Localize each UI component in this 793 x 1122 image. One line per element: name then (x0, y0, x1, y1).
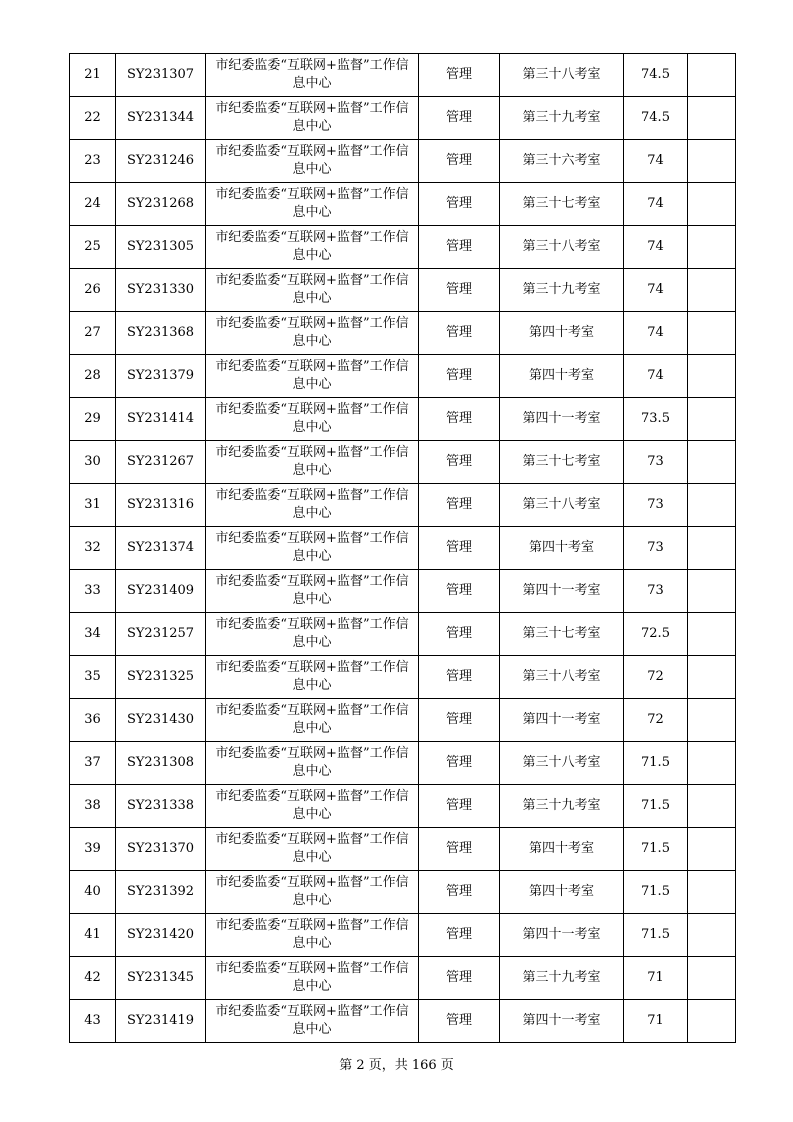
cell-score: 73 (624, 570, 688, 613)
cell-exam-room: 第四十考室 (500, 871, 624, 914)
cell-score: 73 (624, 484, 688, 527)
cell-exam-id: SY231308 (116, 742, 206, 785)
table-row (70, 54, 736, 97)
cell-number: 25 (70, 226, 116, 269)
cell-exam-room: 第三十八考室 (500, 484, 624, 527)
cell-exam-room: 第四十一考室 (500, 699, 624, 742)
cell-unit: 市纪委监委“互联网+监督”工作信息中心 (206, 871, 419, 914)
table-body (70, 54, 736, 1043)
cell-remark (688, 785, 736, 828)
table-row (70, 527, 736, 570)
table-row (70, 269, 736, 312)
cell-exam-id: SY231430 (116, 699, 206, 742)
cell-exam-id: SY231338 (116, 785, 206, 828)
cell-score: 71.5 (624, 785, 688, 828)
cell-exam-id: SY231305 (116, 226, 206, 269)
table-row (70, 699, 736, 742)
cell-unit: 市纪委监委“互联网+监督”工作信息中心 (206, 312, 419, 355)
cell-number: 39 (70, 828, 116, 871)
cell-score: 71.5 (624, 828, 688, 871)
cell-exam-id: SY231307 (116, 54, 206, 97)
cell-exam-id: SY231345 (116, 957, 206, 1000)
cell-remark (688, 914, 736, 957)
cell-score: 74 (624, 140, 688, 183)
cell-unit: 市纪委监委“互联网+监督”工作信息中心 (206, 570, 419, 613)
cell-number: 38 (70, 785, 116, 828)
cell-position: 管理 (419, 527, 500, 570)
cell-remark (688, 226, 736, 269)
table-row (70, 312, 736, 355)
cell-number: 40 (70, 871, 116, 914)
cell-position: 管理 (419, 742, 500, 785)
cell-remark (688, 570, 736, 613)
cell-position: 管理 (419, 226, 500, 269)
cell-unit: 市纪委监委“互联网+监督”工作信息中心 (206, 398, 419, 441)
cell-number: 28 (70, 355, 116, 398)
cell-unit: 市纪委监委“互联网+监督”工作信息中心 (206, 742, 419, 785)
cell-score: 74 (624, 312, 688, 355)
table-row (70, 828, 736, 871)
cell-exam-id: SY231414 (116, 398, 206, 441)
cell-exam-id: SY231409 (116, 570, 206, 613)
cell-unit: 市纪委监委“互联网+监督”工作信息中心 (206, 699, 419, 742)
cell-score: 72 (624, 656, 688, 699)
cell-exam-room: 第四十一考室 (500, 914, 624, 957)
table-row (70, 570, 736, 613)
cell-position: 管理 (419, 1000, 500, 1043)
cell-unit: 市纪委监委“互联网+监督”工作信息中心 (206, 527, 419, 570)
cell-remark (688, 97, 736, 140)
cell-remark (688, 613, 736, 656)
cell-remark (688, 828, 736, 871)
cell-unit: 市纪委监委“互联网+监督”工作信息中心 (206, 97, 419, 140)
cell-remark (688, 312, 736, 355)
cell-unit: 市纪委监委“互联网+监督”工作信息中心 (206, 785, 419, 828)
cell-score: 72 (624, 699, 688, 742)
cell-position: 管理 (419, 570, 500, 613)
cell-score: 71.5 (624, 914, 688, 957)
cell-exam-id: SY231257 (116, 613, 206, 656)
cell-score: 72.5 (624, 613, 688, 656)
cell-exam-id: SY231370 (116, 828, 206, 871)
cell-number: 23 (70, 140, 116, 183)
cell-number: 26 (70, 269, 116, 312)
cell-number: 31 (70, 484, 116, 527)
table-row (70, 355, 736, 398)
table-row (70, 97, 736, 140)
cell-unit: 市纪委监委“互联网+监督”工作信息中心 (206, 828, 419, 871)
cell-score: 71.5 (624, 742, 688, 785)
cell-unit: 市纪委监委“互联网+监督”工作信息中心 (206, 183, 419, 226)
table-row (70, 914, 736, 957)
cell-exam-id: SY231268 (116, 183, 206, 226)
cell-exam-room: 第四十考室 (500, 312, 624, 355)
cell-exam-id: SY231330 (116, 269, 206, 312)
cell-number: 30 (70, 441, 116, 484)
cell-exam-id: SY231267 (116, 441, 206, 484)
cell-position: 管理 (419, 441, 500, 484)
cell-position: 管理 (419, 269, 500, 312)
cell-remark (688, 269, 736, 312)
cell-unit: 市纪委监委“互联网+监督”工作信息中心 (206, 484, 419, 527)
cell-unit: 市纪委监委“互联网+监督”工作信息中心 (206, 656, 419, 699)
cell-exam-id: SY231419 (116, 1000, 206, 1043)
cell-remark (688, 656, 736, 699)
cell-exam-id: SY231392 (116, 871, 206, 914)
cell-exam-room: 第四十考室 (500, 527, 624, 570)
cell-exam-id: SY231316 (116, 484, 206, 527)
cell-score: 73.5 (624, 398, 688, 441)
table-row (70, 871, 736, 914)
table-row (70, 484, 736, 527)
cell-score: 73 (624, 441, 688, 484)
cell-exam-room: 第三十九考室 (500, 97, 624, 140)
cell-number: 33 (70, 570, 116, 613)
cell-exam-room: 第三十八考室 (500, 54, 624, 97)
cell-exam-room: 第四十考室 (500, 828, 624, 871)
table-row (70, 957, 736, 1000)
cell-number: 35 (70, 656, 116, 699)
cell-position: 管理 (419, 484, 500, 527)
cell-number: 22 (70, 97, 116, 140)
cell-position: 管理 (419, 613, 500, 656)
cell-score: 74 (624, 226, 688, 269)
cell-exam-id: SY231246 (116, 140, 206, 183)
cell-score: 74.5 (624, 97, 688, 140)
cell-score: 74 (624, 183, 688, 226)
cell-remark (688, 957, 736, 1000)
cell-exam-id: SY231368 (116, 312, 206, 355)
cell-position: 管理 (419, 140, 500, 183)
cell-unit: 市纪委监委“互联网+监督”工作信息中心 (206, 441, 419, 484)
cell-remark (688, 1000, 736, 1043)
cell-exam-room: 第三十七考室 (500, 183, 624, 226)
table-row (70, 742, 736, 785)
page-number: 第 2 页，共 166 页 (339, 1058, 454, 1073)
cell-position: 管理 (419, 828, 500, 871)
cell-number: 37 (70, 742, 116, 785)
cell-position: 管理 (419, 785, 500, 828)
table-row (70, 140, 736, 183)
cell-score: 71 (624, 957, 688, 1000)
cell-unit: 市纪委监委“互联网+监督”工作信息中心 (206, 226, 419, 269)
table-row (70, 613, 736, 656)
table-row (70, 785, 736, 828)
cell-exam-room: 第三十七考室 (500, 441, 624, 484)
cell-exam-room: 第三十七考室 (500, 613, 624, 656)
table-row (70, 226, 736, 269)
cell-number: 32 (70, 527, 116, 570)
table-row (70, 398, 736, 441)
cell-number: 34 (70, 613, 116, 656)
cell-position: 管理 (419, 871, 500, 914)
cell-number: 21 (70, 54, 116, 97)
cell-remark (688, 527, 736, 570)
cell-unit: 市纪委监委“互联网+监督”工作信息中心 (206, 957, 419, 1000)
cell-remark (688, 699, 736, 742)
cell-exam-room: 第四十考室 (500, 355, 624, 398)
cell-position: 管理 (419, 54, 500, 97)
table-row (70, 1000, 736, 1043)
cell-score: 74 (624, 355, 688, 398)
cell-exam-room: 第四十一考室 (500, 570, 624, 613)
cell-unit: 市纪委监委“互联网+监督”工作信息中心 (206, 914, 419, 957)
cell-exam-id: SY231379 (116, 355, 206, 398)
cell-number: 41 (70, 914, 116, 957)
cell-exam-room: 第三十九考室 (500, 957, 624, 1000)
cell-remark (688, 355, 736, 398)
cell-number: 24 (70, 183, 116, 226)
cell-position: 管理 (419, 398, 500, 441)
cell-remark (688, 183, 736, 226)
cell-remark (688, 441, 736, 484)
cell-position: 管理 (419, 699, 500, 742)
cell-exam-room: 第三十八考室 (500, 742, 624, 785)
cell-remark (688, 398, 736, 441)
cell-exam-id: SY231420 (116, 914, 206, 957)
cell-number: 42 (70, 957, 116, 1000)
table-row (70, 183, 736, 226)
cell-unit: 市纪委监委“互联网+监督”工作信息中心 (206, 355, 419, 398)
cell-position: 管理 (419, 957, 500, 1000)
cell-unit: 市纪委监委“互联网+监督”工作信息中心 (206, 140, 419, 183)
score-table (69, 53, 736, 1043)
cell-unit: 市纪委监委“互联网+监督”工作信息中心 (206, 54, 419, 97)
cell-unit: 市纪委监委“互联网+监督”工作信息中心 (206, 613, 419, 656)
cell-remark (688, 871, 736, 914)
cell-position: 管理 (419, 914, 500, 957)
cell-exam-id: SY231344 (116, 97, 206, 140)
cell-number: 27 (70, 312, 116, 355)
cell-number: 43 (70, 1000, 116, 1043)
table-row (70, 656, 736, 699)
cell-remark (688, 484, 736, 527)
cell-exam-room: 第三十九考室 (500, 269, 624, 312)
cell-score: 74.5 (624, 54, 688, 97)
cell-remark (688, 54, 736, 97)
cell-position: 管理 (419, 355, 500, 398)
cell-exam-room: 第三十六考室 (500, 140, 624, 183)
cell-score: 73 (624, 527, 688, 570)
cell-exam-room: 第三十八考室 (500, 226, 624, 269)
cell-exam-room: 第三十八考室 (500, 656, 624, 699)
cell-score: 71 (624, 1000, 688, 1043)
cell-remark (688, 140, 736, 183)
cell-exam-id: SY231325 (116, 656, 206, 699)
cell-number: 29 (70, 398, 116, 441)
cell-position: 管理 (419, 183, 500, 226)
table-row (70, 441, 736, 484)
cell-score: 71.5 (624, 871, 688, 914)
cell-position: 管理 (419, 312, 500, 355)
cell-remark (688, 742, 736, 785)
cell-exam-room: 第四十一考室 (500, 1000, 624, 1043)
cell-unit: 市纪委监委“互联网+监督”工作信息中心 (206, 269, 419, 312)
cell-position: 管理 (419, 97, 500, 140)
cell-exam-room: 第四十一考室 (500, 398, 624, 441)
cell-unit: 市纪委监委“互联网+监督”工作信息中心 (206, 1000, 419, 1043)
cell-exam-room: 第三十九考室 (500, 785, 624, 828)
cell-score: 74 (624, 269, 688, 312)
cell-exam-id: SY231374 (116, 527, 206, 570)
cell-position: 管理 (419, 656, 500, 699)
cell-number: 36 (70, 699, 116, 742)
